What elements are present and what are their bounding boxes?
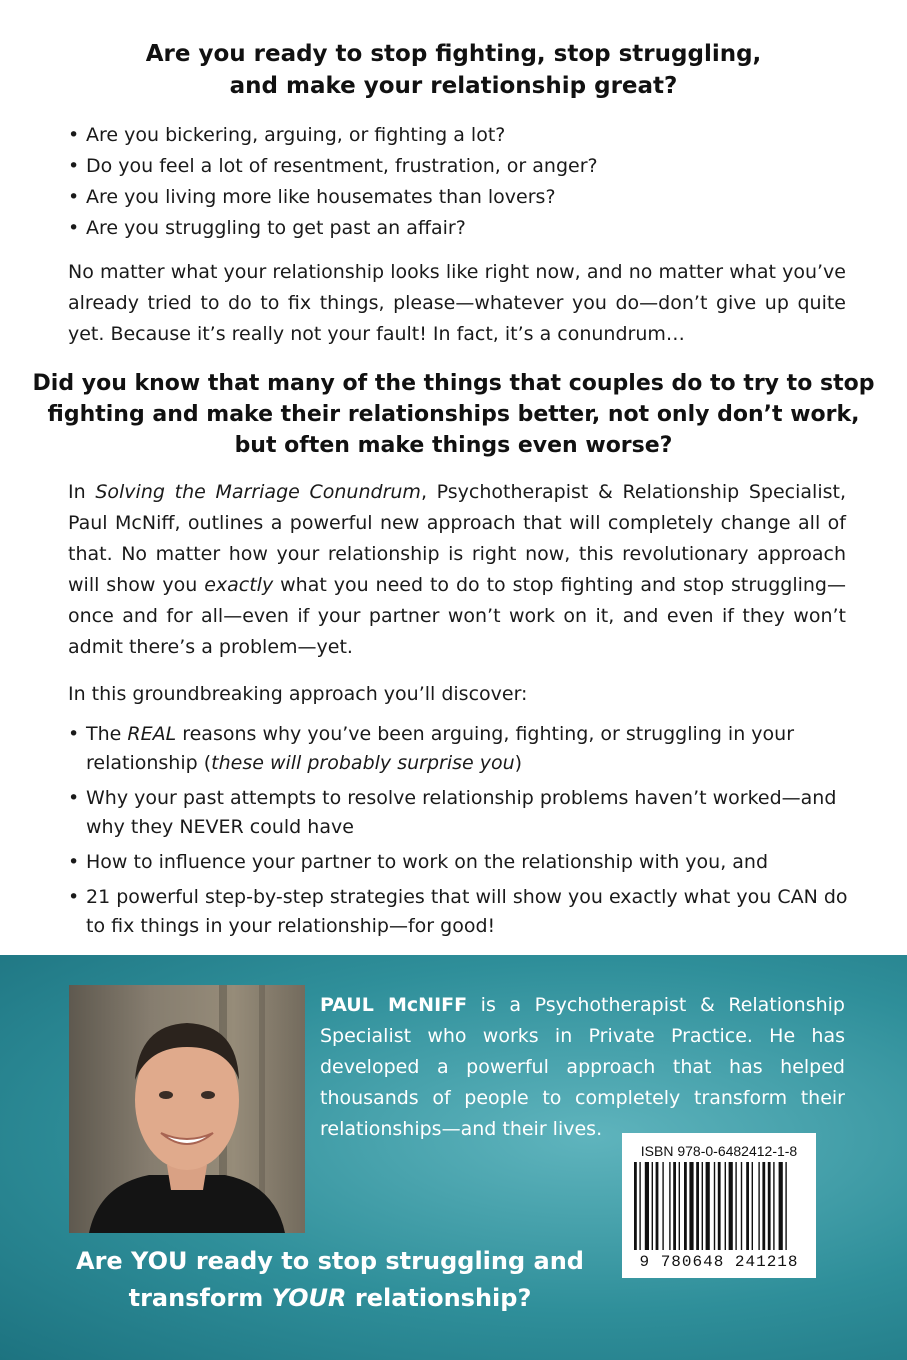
barcode-bar <box>706 1162 710 1250</box>
discoveries-list <box>68 720 848 947</box>
barcode-bar <box>696 1162 699 1250</box>
desc-tail: what you need to do to stop fighting and stop struggling—once and for all—even if your partner won’t work on it, and even if they won’t admit there’s a problem—yet. <box>68 574 846 658</box>
barcode-bar <box>669 1162 670 1250</box>
barcode-bar <box>779 1162 783 1250</box>
barcode-bar <box>639 1162 640 1250</box>
discover-intro: In this groundbreaking approach you’ll discover: <box>68 683 528 705</box>
list-item: • Are you struggling to get past an affair? <box>68 213 848 244</box>
barcode-bar <box>679 1162 680 1250</box>
headline-line1: Are you ready to stop fighting, stop struggling, <box>145 41 762 67</box>
subheadline-line2: fighting and make their relationships better, not only don’t work, <box>47 402 860 427</box>
headline-line2: and make your relationship great? <box>229 73 678 99</box>
cta-line2 <box>60 1280 600 1317</box>
barcode-bar <box>768 1162 771 1250</box>
intro-paragraph: No matter what your relationship looks like right now, and no matter what you’ve already tried to do to fix things, please—whatever you do—don’t give up quite yet. Because it’s really not your fault! In fact, it’s a conundrum… <box>68 261 846 345</box>
list-item: • 21 powerful step-by-step strategies that will show you exactly what you CAN do to fix things in your relationship—for good! <box>68 883 848 941</box>
barcode-bar <box>634 1162 637 1250</box>
item-emphasis: REAL <box>127 723 177 745</box>
list-item <box>68 720 848 778</box>
barcode-bar <box>702 1162 703 1250</box>
cta-text: relationship? <box>346 1284 532 1312</box>
barcode-bar <box>741 1162 742 1250</box>
barcode-bar <box>718 1162 721 1250</box>
barcode-bar <box>652 1162 653 1250</box>
barcode-bar <box>758 1162 759 1250</box>
barcode-bar <box>714 1162 715 1250</box>
item-text: ) <box>514 752 523 774</box>
cta-emphasis: YOUR <box>271 1284 347 1312</box>
subheadline-line1: Did you know that many of the things that couples do to try to stop <box>32 371 875 396</box>
subheadline-line3: but often make things even worse? <box>234 433 673 458</box>
author-portrait-illustration <box>69 985 305 1233</box>
barcode-bar <box>773 1162 774 1250</box>
book-description <box>68 477 846 663</box>
barcode <box>622 1133 816 1278</box>
desc-middle: , Psychotherapist & Relationship Specialist, Paul McNiff, outlines a powerful new approach that will completely change all of that. No matter how your relationship is right now, this revolutionary approach will show you <box>68 481 846 596</box>
barcode-bar <box>684 1162 687 1250</box>
questions-list <box>68 120 848 244</box>
barcode-bar <box>762 1162 765 1250</box>
barcode-bar <box>645 1162 649 1250</box>
item-text: The <box>86 723 128 745</box>
isbn-label: ISBN 978-0-6482412-1-8 <box>640 1143 798 1159</box>
desc-emphasis: exactly <box>204 574 274 596</box>
barcode-bar <box>673 1162 676 1250</box>
barcode-bars <box>634 1162 804 1250</box>
cta-line1: Are YOU ready to stop struggling and <box>76 1247 584 1275</box>
barcode-bar <box>785 1162 786 1250</box>
book-title: Solving the Marriage Conundrum <box>95 481 421 503</box>
item-emphasis: these will probably surprise you <box>211 752 515 774</box>
author-bio <box>320 990 845 1145</box>
author-name: PAUL McNIFF <box>320 994 468 1016</box>
call-to-action <box>60 1243 600 1317</box>
list-item: • How to influence your partner to work on the relationship with you, and <box>68 848 848 877</box>
barcode-bar <box>689 1162 693 1250</box>
desc-lead: In <box>68 481 96 503</box>
author-bio-text: is a Psychotherapist & Relationship Specialist who works in Private Practice. He has developed a powerful approach that has helped thousands of people to completely transform their relationships—and their lives. <box>320 994 845 1140</box>
barcode-bar <box>752 1162 753 1250</box>
list-item: • Are you bickering, arguing, or fighting a lot? <box>68 120 848 151</box>
barcode-bar <box>735 1162 736 1250</box>
list-item: • Are you living more like housemates than lovers? <box>68 182 848 213</box>
headline <box>0 38 907 102</box>
barcode-bar <box>662 1162 663 1250</box>
barcode-bar <box>725 1162 726 1250</box>
item-text: reasons why you’ve been arguing, fighting, or struggling in your relationship ( <box>86 723 795 774</box>
list-item: • Do you feel a lot of resentment, frustration, or anger? <box>68 151 848 182</box>
list-item: • Why your past attempts to resolve relationship problems haven’t worked—and why they NEVER could have <box>68 784 848 842</box>
author-photo <box>69 985 305 1233</box>
subheadline <box>0 368 907 461</box>
barcode-bar <box>729 1162 733 1250</box>
barcode-bar <box>746 1162 749 1250</box>
barcode-bar <box>656 1162 659 1250</box>
barcode-digits: 9 780648 241218 <box>639 1253 799 1271</box>
cta-text: transform <box>128 1284 272 1312</box>
